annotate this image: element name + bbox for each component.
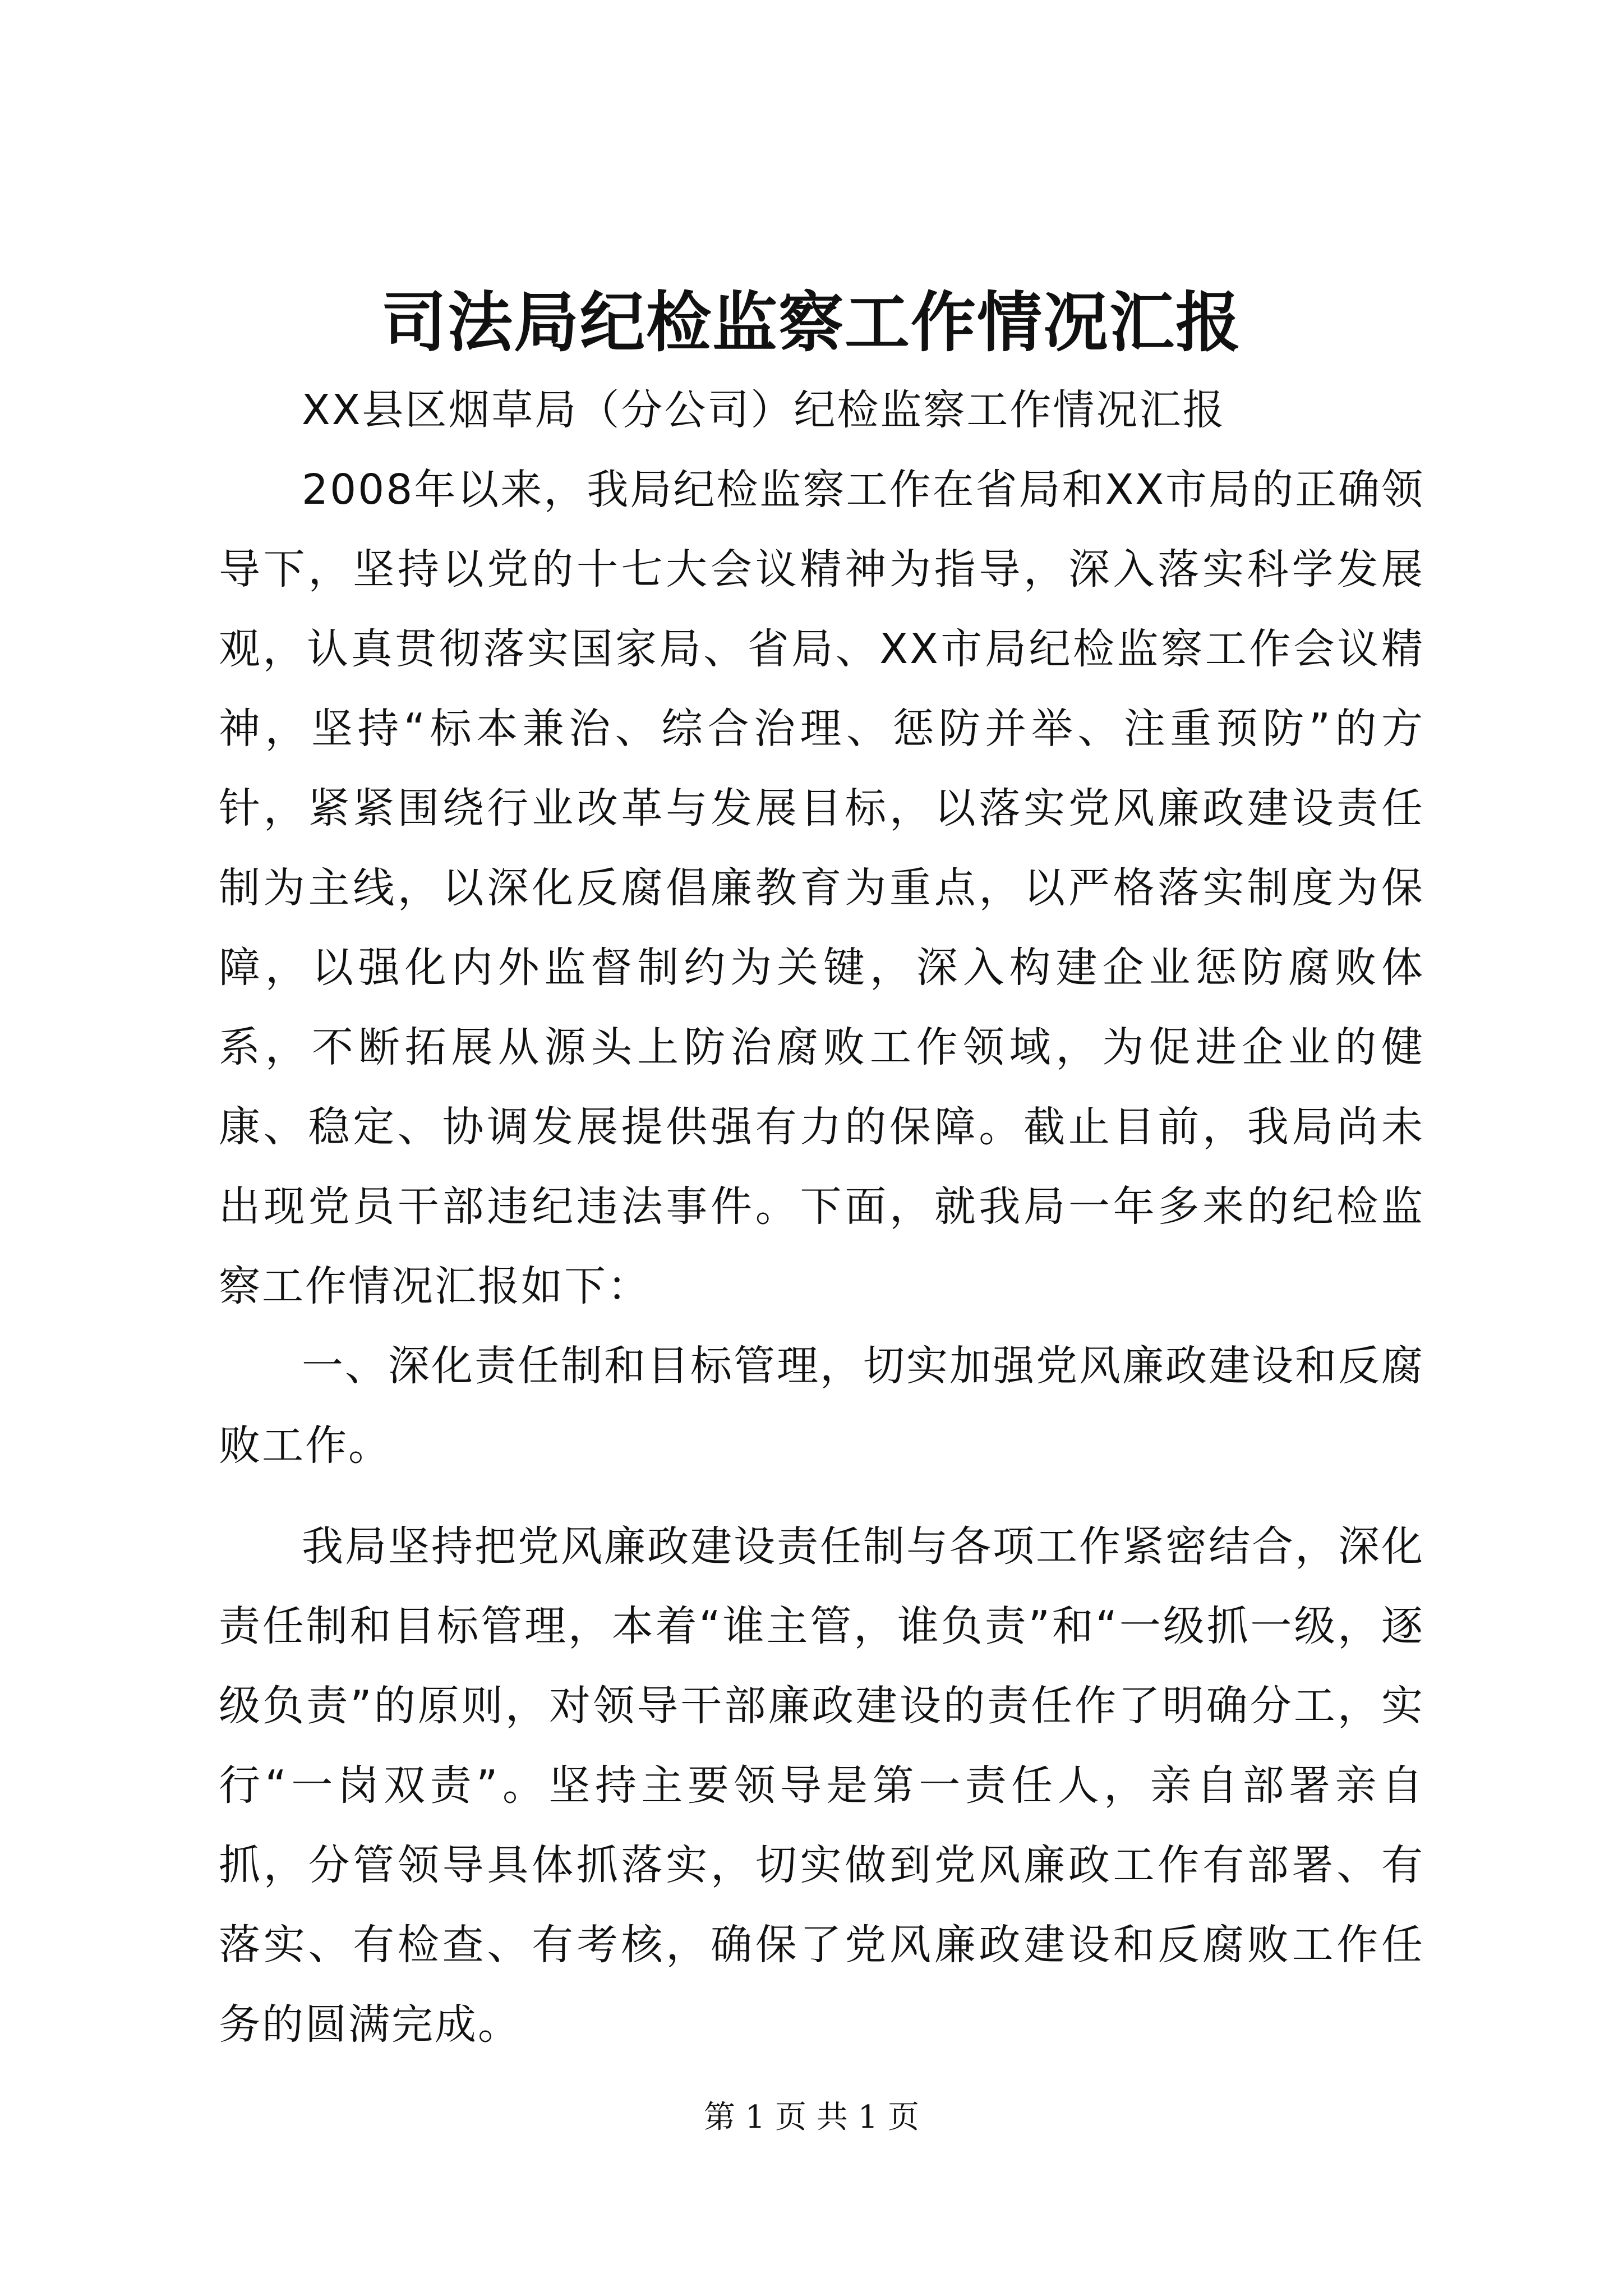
section-heading-1: 一、深化责任制和目标管理，切实加强党风廉政建设和反腐败工作。 [219, 1342, 1424, 1470]
page-number-footer: 第 1 页 共 1 页 [703, 2099, 920, 2136]
section-1-paragraph: 我局坚持把党风廉政建设责任制与各项工作紧密结合，深化责任制和目标管理，本着“谁主管，谁负责”和“一级抓一级，逐级负责”的原则，对领导干部廉政建设的责任作了明确分工，实行“一岗双责”。坚持主要领导是第一责任人，亲自部署亲自抓，分管领导具体抓落实，切实做到党风廉政工作有部署、有落实、有检查、有考核，确保了党风廉政建设和反腐败工作任务的圆满完成。 [219, 1522, 1424, 2049]
subtitle-paragraph: XX县区烟草局（分公司）纪检监察工作情况汇报 [302, 386, 1226, 434]
document-body [219, 370, 1424, 2064]
document-title: 司法局纪检监察工作情况汇报 [381, 284, 1242, 361]
intro-paragraph: 2008年以来，我局纪检监察工作在省局和XX市局的正确领导下，坚持以党的十七大会议精神为指导，深入落实科学发展观，认真贯彻落实国家局、省局、XX市局纪检监察工作会议精神，坚持“标本兼治、综合治理、惩防并举、注重预防”的方针，紧紧围绕行业改革与发展目标，以落实党风廉政建设责任制为主线，以深化反腐倡廉教育为重点，以严格落实制度为保障，以强化内外监督制约为关键，深入构建企业惩防腐败体系，不断拓展从源头上防治腐败工作领域，为促进企业的健康、稳定、协调发展提供强有力的保障。截止目前，我局尚未出现党员干部违纪违法事件。下面，就我局一年多来的纪检监察工作情况汇报如下： [219, 466, 1424, 1310]
